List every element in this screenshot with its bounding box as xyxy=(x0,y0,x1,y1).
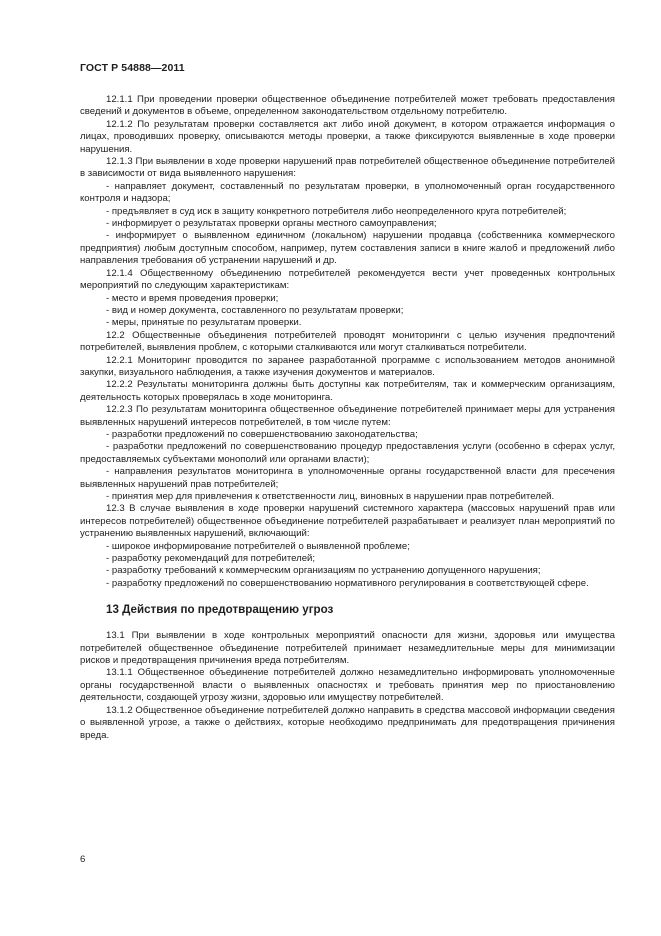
section-heading: 13 Действия по предотвращению угроз xyxy=(106,603,334,617)
paragraph: 13.1.2 Общественное объединение потребителей должно направить в средства массовой информации сведения о выявленной угрозе, а также о действиях, которые необходимо предпринимать для предотвращения причинения вреда. xyxy=(80,704,615,741)
document-header-code: ГОСТ Р 54888—2011 xyxy=(80,62,185,74)
paragraph: 12.2.3 По результатам мониторинга общественное объединение потребителей принимает меры для устранения выявленных нарушений интересов потребителей, в том числе путем: xyxy=(80,404,615,428)
paragraph: - разработку требований к коммерческим организациям по устранению допущенного нарушения; xyxy=(106,565,541,577)
page-number: 6 xyxy=(80,854,86,865)
paragraph: - вид и номер документа, составленного по результатам проверки; xyxy=(106,304,404,316)
paragraph: - место и время проведения проверки; xyxy=(106,292,279,304)
paragraph: - информирует о результатах проверки органы местного самоуправления; xyxy=(106,218,437,230)
paragraph: - предъявляет в суд иск в защиту конкретного потребителя либо неопределенного круга потребителей; xyxy=(106,205,567,217)
paragraph: - меры, принятые по результатам проверки. xyxy=(106,317,302,329)
paragraph: 12.1.3 При выявлении в ходе проверки нарушений прав потребителей общественное объединение потребителей в зависимости от вида выявленного нарушения: xyxy=(80,156,615,180)
paragraph: 13.1.1 Общественное объединение потребителей должно незамедлительно информировать уполномоченные органы государственной власти о выявленных опасностях и требовать принятия мер по приостановлению деятельности, создающей угрозу жизни, здоровью или имуществу потребителей. xyxy=(80,667,615,704)
paragraph: - разработку рекомендаций для потребителей; xyxy=(106,553,316,565)
paragraph: 12.1.1 При проведении проверки общественное объединение потребителей может требовать предоставления сведений и документов в объеме, определенном законодательством отдельному потребителю. xyxy=(80,94,615,118)
paragraph: 12.1.4 Общественному объединению потребителей рекомендуется вести учет проведенных контрольных мероприятий по следующим характеристикам: xyxy=(80,267,615,292)
paragraph: - направления результатов мониторинга в уполномоченные органы государственной власти для пресечения выявленных нарушений прав потребителей; xyxy=(80,466,615,490)
paragraph: - направляет документ, составленный по результатам проверки, в уполномоченный орган государственного контроля и надзора; xyxy=(80,180,615,205)
paragraph: 12.1.2 По результатам проверки составляется акт либо иной документ, в котором отражается информация о лицах, проводивших проверку, описываются методы проверки, а также фиксируются выявленные в ходе проверки нарушения. xyxy=(80,118,615,155)
paragraph: - широкое информирование потребителей о выявленной проблеме; xyxy=(106,540,410,552)
paragraph: - принятия мер для привлечения к ответственности лиц, виновных в нарушении прав потребителей. xyxy=(106,491,555,502)
paragraph: - разработки предложений по совершенствованию законодательства; xyxy=(106,428,418,440)
paragraph: - разработки предложений по совершенствованию процедур предоставления услуги (особенно в сферах услуг, предоставляемых субъектами монополий или органами власти); xyxy=(80,441,615,465)
paragraph: 12.2.2 Результаты мониторинга должны быть доступны как потребителям, так и коммерческим организациям, деятельность которых проверялась в ходе мониторинга. xyxy=(80,379,615,403)
paragraph: 12.2 Общественные объединения потребителей проводят мониторинги с целью изучения предпочтений потребителей, выявления проблем, с которыми сталкиваются или могут сталкиваться потребители. xyxy=(80,329,615,354)
paragraph: 13.1 При выявлении в ходе контрольных мероприятий опасности для жизни, здоровья или имущества потребителей общественное объединение потребителей принимает незамедлительные меры для минимизации рисков и предотвращения причинения вреда потребителям. xyxy=(80,630,615,667)
paragraph: - разработку предложений по совершенствованию нормативного регулирования в соответствующей сфере. xyxy=(106,577,589,589)
paragraph: 12.3 В случае выявления в ходе проверки нарушений системного характера (массовых нарушений прав или интересов потребителей) общественное объединение потребителей разрабатывает и реализует план мероприятий по устранению выявленных нарушений, включающий: xyxy=(80,503,615,540)
paragraph: 12.2.1 Мониторинг проводится по заранее разработанной программе с использованием методов анонимной закупки, визуального наблюдения, а также изучения документов и материалов. xyxy=(80,354,615,378)
document-body xyxy=(80,94,615,742)
paragraph: - информирует о выявленном единичном (локальном) нарушении продавца (собственника коммерческого предприятия) любым доступным способом, например, путем составления записи в книге жалоб и предложений либо направления требования об устранении нарушений и др. xyxy=(80,230,615,267)
